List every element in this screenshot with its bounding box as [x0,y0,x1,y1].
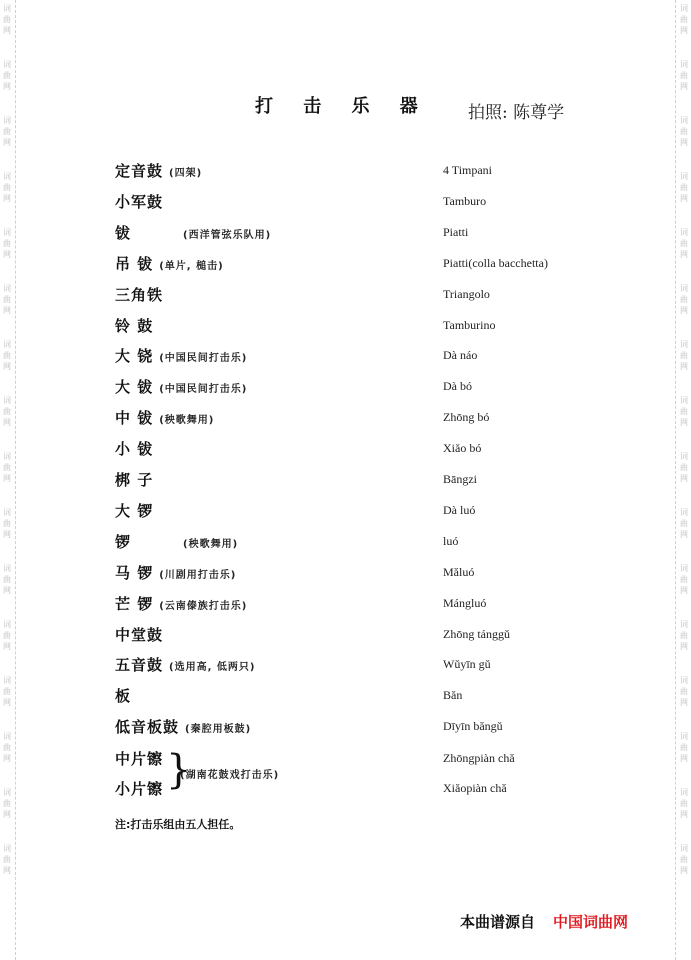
watermark-char: 网 [680,250,688,259]
instrument-row [0,531,691,561]
watermark-char: 网 [680,82,688,91]
watermark-char: 曲 [680,687,688,696]
instrument-note: (川剧用打击乐) [159,569,237,581]
watermark-char: 曲 [3,295,11,304]
watermark-char: 网 [3,306,11,315]
instrument-chinese-name [115,778,163,799]
source-credit [460,911,628,932]
instrument-row [0,716,691,746]
instrument-name-text: 小片镲 [115,780,164,798]
instrument-name-text: 吊 钹 [115,254,154,273]
watermark-char: 曲 [680,407,688,416]
watermark-char: 曲 [680,71,688,80]
watermark-char: 词 [680,284,688,293]
instrument-chinese-name [115,284,163,305]
instrument-chinese-name [115,716,251,737]
instrument-row [0,500,691,530]
watermark-char: 网 [3,82,11,91]
watermark-char: 词 [3,340,11,349]
watermark-char: 网 [680,306,688,315]
watermark-char: 词 [680,396,688,405]
instrument-name-text: 中片镲 [115,750,164,768]
instrument-name-text: 五音鼓 [115,656,164,675]
instrument-row [0,376,691,406]
page-title: 打 击 乐 器 [255,96,430,117]
watermark-char: 词 [680,228,688,237]
watermark-char: 曲 [3,631,11,640]
watermark-char: 曲 [3,15,11,24]
footnote: 注:打击乐组由五人担任。 [115,818,241,831]
watermark-char: 网 [3,586,11,595]
instrument-romanized-name: 4 Timpani [443,163,493,177]
watermark-char: 词 [3,676,11,685]
watermark-char: 网 [680,642,688,651]
watermark-char: 词 [680,60,688,69]
instrument-romanized-name: Bāngzi [443,472,477,486]
instrument-chinese-name [115,685,131,706]
instrument-chinese-name [115,654,255,675]
instrument-chinese-name [115,562,236,583]
watermark-char: 词 [3,844,11,853]
instrument-row [0,345,691,375]
instrument-row [0,593,691,623]
instrument-note: (中国民间打击乐) [159,353,248,365]
instrument-row [0,191,691,221]
instrument-row [0,748,691,778]
instrument-romanized-name: Tamburino [443,317,496,332]
instrument-row [0,407,691,437]
instrument-romanized-name: Piatti(colla bacchetta) [443,255,548,270]
watermark-char: 网 [3,810,11,819]
instrument-chinese-name [115,253,224,274]
instrument-chinese-name [115,315,153,336]
instrument-chinese-name [115,438,153,459]
watermark-char: 网 [680,474,688,483]
watermark-char: 曲 [3,519,11,528]
instrument-name-text: 三角铁 [115,285,164,304]
instrument-note: (西洋管弦乐队用) [183,229,272,241]
watermark-char: 曲 [680,519,688,528]
watermark-char: 词 [3,284,11,293]
watermark-char: 曲 [3,183,11,192]
watermark-char: 词 [680,788,688,797]
instrument-name-text: 大 钹 [115,378,154,397]
watermark-char: 曲 [680,799,688,808]
instrument-name-text: 芒 锣 [115,594,154,613]
watermark-char: 曲 [3,239,11,248]
instrument-romanized-name: Wǔyīn gǔ [443,657,491,672]
watermark-char: 曲 [3,687,11,696]
watermark-char: 网 [3,418,11,427]
watermark-char: 曲 [3,463,11,472]
grouping-note: (湖南花鼓戏打击乐) [180,770,280,781]
watermark-char: 词 [3,788,11,797]
instrument-row [0,469,691,499]
watermark-char: 曲 [680,631,688,640]
instrument-chinese-name [115,160,202,181]
instrument-note: (中国民间打击乐) [159,384,248,396]
instrument-romanized-name: Xiăopiàn chă [443,781,507,795]
watermark-char: 网 [680,698,688,707]
instrument-romanized-name: luó [443,533,459,548]
instrument-chinese-name [115,345,247,366]
instrument-name-text: 中 钹 [115,409,154,428]
watermark-char: 曲 [3,799,11,808]
watermark-char: 网 [680,586,688,595]
instrument-row [0,562,691,592]
watermark-char: 词 [680,564,688,573]
watermark-char: 网 [3,474,11,483]
watermark-char: 曲 [3,855,11,864]
watermark-char: 词 [3,396,11,405]
watermark-char: 网 [3,194,11,203]
watermark-char: 词 [3,116,11,125]
watermark-char: 曲 [680,855,688,864]
watermark-char: 词 [680,732,688,741]
watermark-char: 词 [680,620,688,629]
watermark-char: 词 [680,452,688,461]
watermark-char: 曲 [680,575,688,584]
instrument-chinese-name [115,376,247,397]
instrument-romanized-name: Zhōngpiàn chă [443,751,515,765]
watermark-char: 网 [3,530,11,539]
photo-credit: 拍照: 陈尊学 [468,103,565,123]
watermark-char: 词 [680,4,688,13]
watermark-char: 曲 [3,127,11,136]
instrument-chinese-name [115,191,163,212]
watermark-char: 网 [3,138,11,147]
watermark-char: 词 [3,620,11,629]
instrument-chinese-name [115,500,153,521]
watermark-char: 曲 [680,351,688,360]
instrument-romanized-name: Zhōng tánggǔ [443,626,510,641]
watermark-char: 网 [680,866,688,875]
instrument-romanized-name: Băn [443,688,463,703]
instrument-name-text: 大 锣 [115,501,154,520]
instrument-note: (秧歌舞用) [183,538,239,550]
watermark-char: 网 [680,362,688,371]
instrument-chinese-name [115,407,214,428]
watermark-char: 曲 [3,71,11,80]
instrument-chinese-name [115,222,271,243]
instrument-name-text: 马 锣 [115,563,154,582]
instrument-name-text: 铃 鼓 [115,316,154,335]
instrument-note: (秧歌舞用) [159,415,215,427]
instrument-chinese-name [115,469,153,490]
instrument-row [0,624,691,654]
watermark-char: 词 [3,172,11,181]
grouping-brace: } [166,747,192,793]
watermark-char: 曲 [3,351,11,360]
watermark-char: 曲 [680,743,688,752]
watermark-char: 曲 [680,127,688,136]
watermark-char: 网 [680,810,688,819]
instrument-name-text: 锣 [115,532,132,551]
instrument-row [0,654,691,684]
watermark-char: 网 [3,642,11,651]
watermark-char: 网 [680,418,688,427]
instrument-note: (选用高, 低两只) [169,662,256,674]
instrument-romanized-name: Dà náo [443,348,478,363]
watermark-char: 词 [3,452,11,461]
instrument-romanized-name: Triangolo [443,286,490,301]
instrument-romanized-name: Piatti [443,224,469,239]
watermark-char: 词 [3,508,11,517]
watermark-char: 词 [680,508,688,517]
watermark-char: 词 [3,228,11,237]
instrument-row [0,253,691,283]
watermark-char: 曲 [680,183,688,192]
watermark-char: 网 [3,362,11,371]
watermark-char: 网 [3,754,11,763]
instrument-name-text: 定音鼓 [115,162,164,180]
instrument-note: (秦腔用板鼓) [185,724,252,736]
instrument-name-text: 梆 子 [115,471,154,489]
watermark-char: 词 [680,172,688,181]
instrument-romanized-name: Mángluó [443,595,487,610]
watermark-char: 曲 [680,463,688,472]
instrument-romanized-name: Dà luó [443,502,476,517]
instrument-chinese-name [115,531,238,552]
instrument-romanized-name: Xiǎo bó [443,441,482,456]
instrument-chinese-name [115,593,247,614]
instrument-row [0,284,691,314]
watermark-char: 曲 [3,575,11,584]
watermark-char: 词 [3,564,11,573]
instrument-name-text: 小军鼓 [115,192,164,211]
instrument-romanized-name: Tamburo [443,193,487,208]
watermark-char: 网 [3,250,11,259]
watermark-char: 词 [3,4,11,13]
watermark-char: 词 [680,844,688,853]
watermark-char: 曲 [680,15,688,24]
instrument-note: (云南傣族打击乐) [159,600,248,612]
watermark-char: 网 [3,698,11,707]
instrument-romanized-name: Măluó [443,564,475,579]
instrument-row [0,778,691,808]
watermark-char: 词 [680,340,688,349]
watermark-char: 网 [680,138,688,147]
instrument-name-text: 小 钹 [115,440,154,459]
watermark-char: 网 [680,194,688,203]
watermark-char: 网 [680,26,688,35]
instrument-name-text: 中堂鼓 [115,625,164,644]
instrument-row [0,222,691,252]
instrument-row [0,685,691,715]
instrument-romanized-name: Dīyīn băngǔ [443,719,503,734]
instrument-name-text: 板 [115,687,132,706]
watermark-char: 词 [3,60,11,69]
watermark-char: 网 [3,866,11,875]
watermark-char: 曲 [3,407,11,416]
instrument-chinese-name [115,624,163,645]
instrument-name-text: 大 铙 [115,347,154,366]
instrument-row [0,160,691,190]
instrument-romanized-name: Zhōng bó [443,410,490,425]
instrument-chinese-name [115,748,163,769]
watermark-char: 词 [680,676,688,685]
instrument-name-text: 钹 [115,223,132,242]
source-label: 本曲谱源自 [460,913,536,931]
instrument-note: (单片, 槌击) [159,260,224,272]
instrument-row [0,315,691,345]
watermark-char: 曲 [680,295,688,304]
watermark-char: 曲 [3,743,11,752]
watermark-char: 网 [680,754,688,763]
source-site-link[interactable]: 中国词曲网 [553,913,629,931]
watermark-char: 网 [680,530,688,539]
instrument-name-text: 低音板鼓 [115,718,180,737]
instrument-romanized-name: Dà bó [443,379,472,394]
instrument-note: (四架) [169,168,203,179]
watermark-char: 曲 [680,239,688,248]
watermark-char: 网 [3,26,11,35]
watermark-char: 词 [3,732,11,741]
watermark-char: 词 [680,116,688,125]
instrument-row [0,438,691,468]
